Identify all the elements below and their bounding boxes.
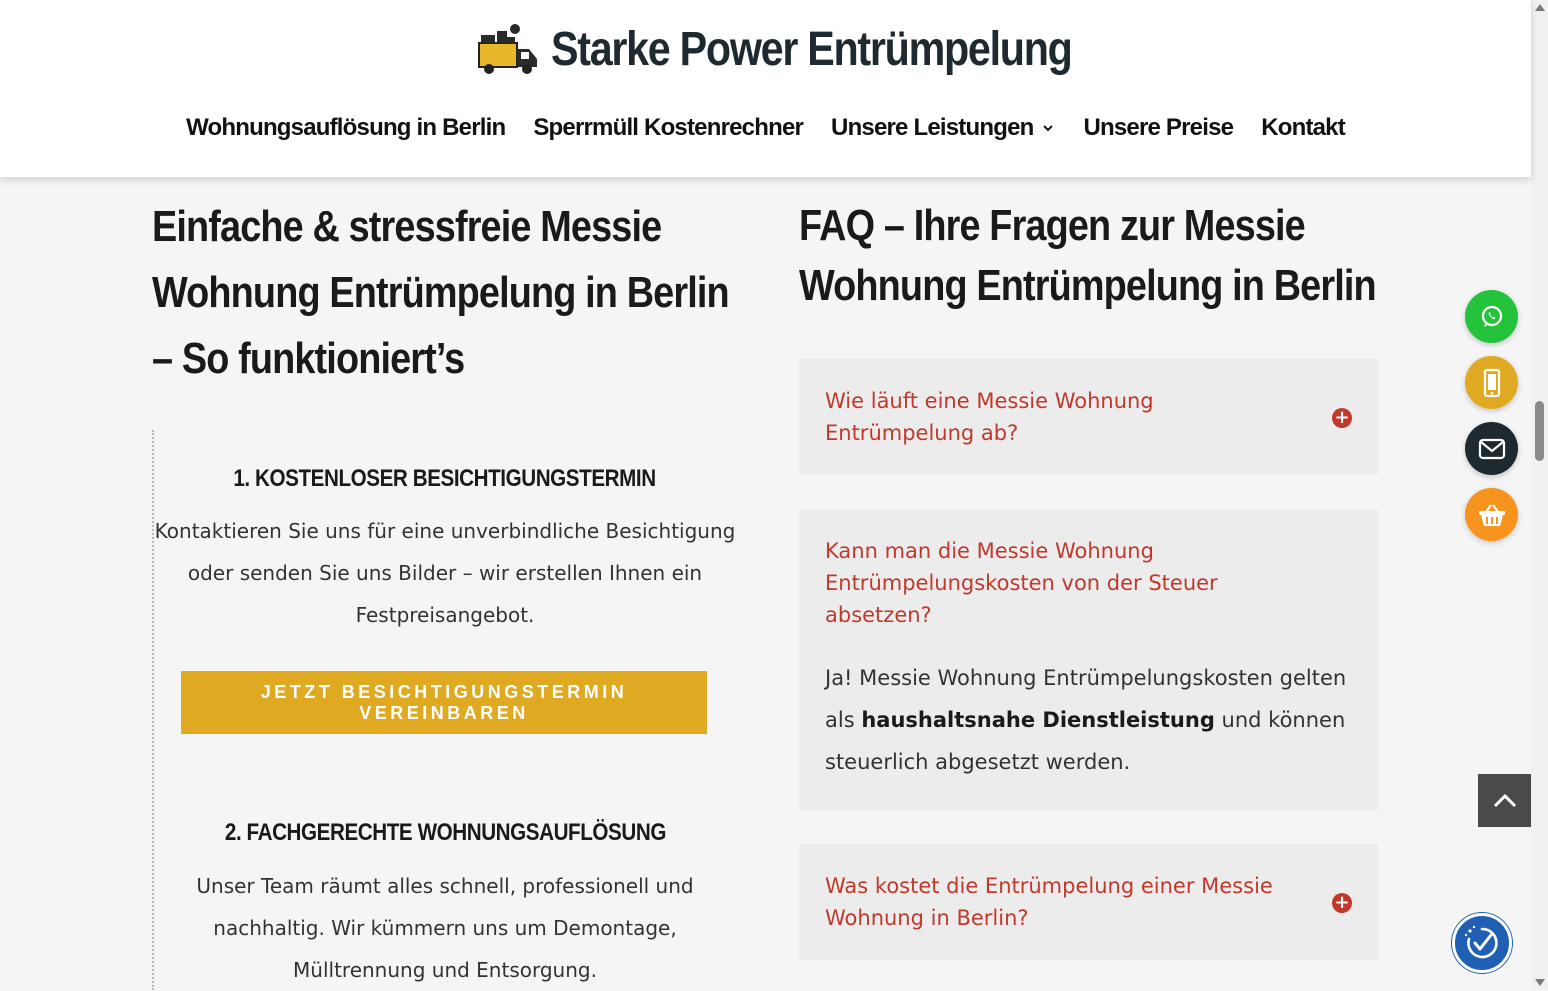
accessibility-button[interactable] xyxy=(1452,913,1512,973)
mail-icon xyxy=(1478,438,1506,460)
process-steps xyxy=(152,430,736,990)
scroll-down-arrow-icon[interactable] xyxy=(1535,979,1545,986)
nav-label: Unsere Leistungen xyxy=(831,114,1034,141)
faq-item[interactable] xyxy=(799,359,1378,475)
whatsapp-button[interactable] xyxy=(1465,290,1518,343)
nav-item-leistungen[interactable] xyxy=(831,114,1055,142)
faq-answer-bold: haushaltsnahe Dienstleistung xyxy=(861,708,1215,732)
process-heading: Einfache & stressfreie Messie Wohnung Entrümpelung in Berlin – So funktioniert’s xyxy=(152,202,729,383)
logo-row xyxy=(0,14,1531,84)
step-1-text: Kontaktieren Sie uns für eine unverbindliche Besichtigung oder senden Sie uns Bilder – wir erstellen Ihnen ein Festpreisangebot. xyxy=(154,519,736,627)
email-button[interactable] xyxy=(1465,422,1518,475)
nav-label: Sperrmüll Kostenrechner xyxy=(533,114,804,141)
scroll-up-arrow-icon[interactable] xyxy=(1535,4,1545,11)
nav-item-wohnungsaufloesung[interactable] xyxy=(186,114,505,142)
mobile-phone-icon xyxy=(1479,368,1505,398)
plus-icon[interactable]: + xyxy=(1332,408,1352,428)
main-nav xyxy=(0,108,1531,148)
faq-question[interactable]: Wie läuft eine Messie Wohnung Entrümpelung ab? xyxy=(825,389,1154,445)
faq-answer xyxy=(825,657,1355,783)
truck-logo-icon[interactable] xyxy=(475,21,541,77)
step-1-title xyxy=(154,465,736,493)
step-2-text: Unser Team räumt alles schnell, professionell und nachhaltig. Wir kümmern uns um Demontage, Mülltrennung und Entsorgung. xyxy=(196,874,694,982)
chevron-down-icon xyxy=(1041,121,1055,135)
step-2-title xyxy=(154,819,736,847)
shopping-basket-icon xyxy=(1477,502,1507,528)
scrollbar-thumb[interactable] xyxy=(1535,401,1544,461)
page-scrollbar[interactable] xyxy=(1531,0,1548,990)
faq-item-expanded[interactable] xyxy=(799,509,1378,810)
faq-answer-text: und können steuerlich abgesetzt werden. xyxy=(825,708,1346,774)
site-header xyxy=(0,0,1531,177)
faq-answer-text: Ja! Messie Wohnung Entrümpelungskosten gelten als xyxy=(825,666,1347,732)
plus-icon[interactable]: + xyxy=(1332,893,1352,913)
nav-item-preise[interactable] xyxy=(1083,114,1233,142)
faq-item[interactable] xyxy=(799,844,1378,960)
nav-item-kontakt[interactable] xyxy=(1261,114,1345,142)
step-2-title-text: 2. FACHGERECHTE WOHNUNGSAUFLÖSUNG xyxy=(224,819,666,846)
nav-item-kostenrechner[interactable] xyxy=(533,114,803,142)
nav-label: Kontakt xyxy=(1261,114,1345,141)
faq-question[interactable]: Was kostet die Entrümpelung einer Messie Wohnung in Berlin? xyxy=(825,874,1273,930)
accessibility-check-icon xyxy=(1462,923,1502,963)
back-to-top-button[interactable] xyxy=(1478,774,1531,827)
faq-question[interactable]: Kann man die Messie Wohnung Entrümpelungskosten von der Steuer absetzen? xyxy=(825,539,1218,627)
chevron-up-icon xyxy=(1492,793,1518,809)
site-title[interactable]: Starke Power Entrümpelung xyxy=(551,22,1072,76)
phone-button[interactable] xyxy=(1465,356,1518,409)
cart-button[interactable] xyxy=(1465,488,1518,541)
step-1-title-text: 1. KOSTENLOSER BESICHTIGUNGSTERMIN xyxy=(233,465,657,492)
book-viewing-button[interactable]: JETZT BESICHTIGUNGSTERMIN VEREINBAREN xyxy=(181,671,707,734)
nav-label: Unsere Preise xyxy=(1083,114,1234,141)
nav-label: Wohnungsauflösung in Berlin xyxy=(186,114,506,141)
whatsapp-icon xyxy=(1479,304,1505,330)
faq-heading: FAQ – Ihre Fragen zur Messie Wohnung Entrümpelung in Berlin xyxy=(799,201,1376,310)
